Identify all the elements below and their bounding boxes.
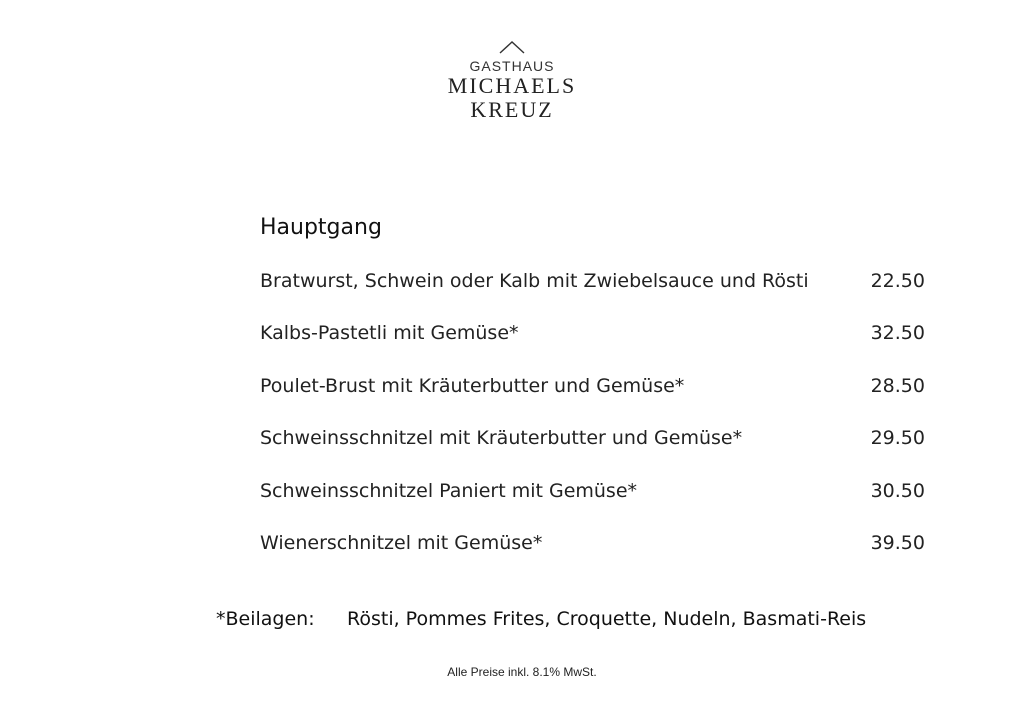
menu-item-name: Wienerschnitzel mit Gemüse* — [260, 531, 543, 554]
menu-item-name: Schweinsschnitzel Paniert mit Gemüse* — [260, 479, 638, 502]
logo-name-line-1: MICHAELS — [447, 73, 577, 98]
menu-item-price: 39.50 — [870, 531, 925, 554]
menu-item-name: Poulet-Brust mit Kräuterbutter und Gemüse* — [260, 374, 685, 397]
menu-item-name: Schweinsschnitzel mit Kräuterbutter und Gemüse* — [260, 427, 743, 450]
roof-icon — [499, 40, 525, 54]
section-title: Hauptgang — [260, 215, 382, 240]
menu-item-price: 32.50 — [870, 322, 925, 345]
menu-item — [260, 266, 925, 318]
restaurant-logo — [0, 40, 1024, 122]
side-dishes-list: Rösti, Pommes Frites, Croquette, Nudeln, Basmati-Reis — [347, 608, 867, 630]
side-dishes-note — [216, 604, 866, 634]
price-footnote: Alle Preise inkl. 8.1% MwSt. — [447, 665, 597, 679]
logo-subtitle: GASTHAUS — [469, 58, 555, 74]
menu-item — [260, 423, 925, 475]
menu-item-price: 30.50 — [870, 479, 925, 502]
menu-list — [260, 266, 925, 580]
menu-item-name: Kalbs-Pastetli mit Gemüse* — [260, 322, 519, 345]
menu-item-price: 22.50 — [870, 270, 925, 292]
menu-item-price: 29.50 — [870, 427, 925, 450]
logo-name-line-2: KREUZ — [470, 97, 554, 122]
menu-item — [260, 476, 925, 528]
menu-item — [260, 528, 925, 580]
menu-item — [260, 371, 925, 423]
side-dishes-label: *Beilagen: — [216, 608, 315, 630]
menu-item-name: Bratwurst, Schwein oder Kalb mit Zwiebelsauce und Rösti — [260, 270, 809, 292]
menu-item-price: 28.50 — [870, 374, 925, 397]
menu-item — [260, 318, 925, 370]
